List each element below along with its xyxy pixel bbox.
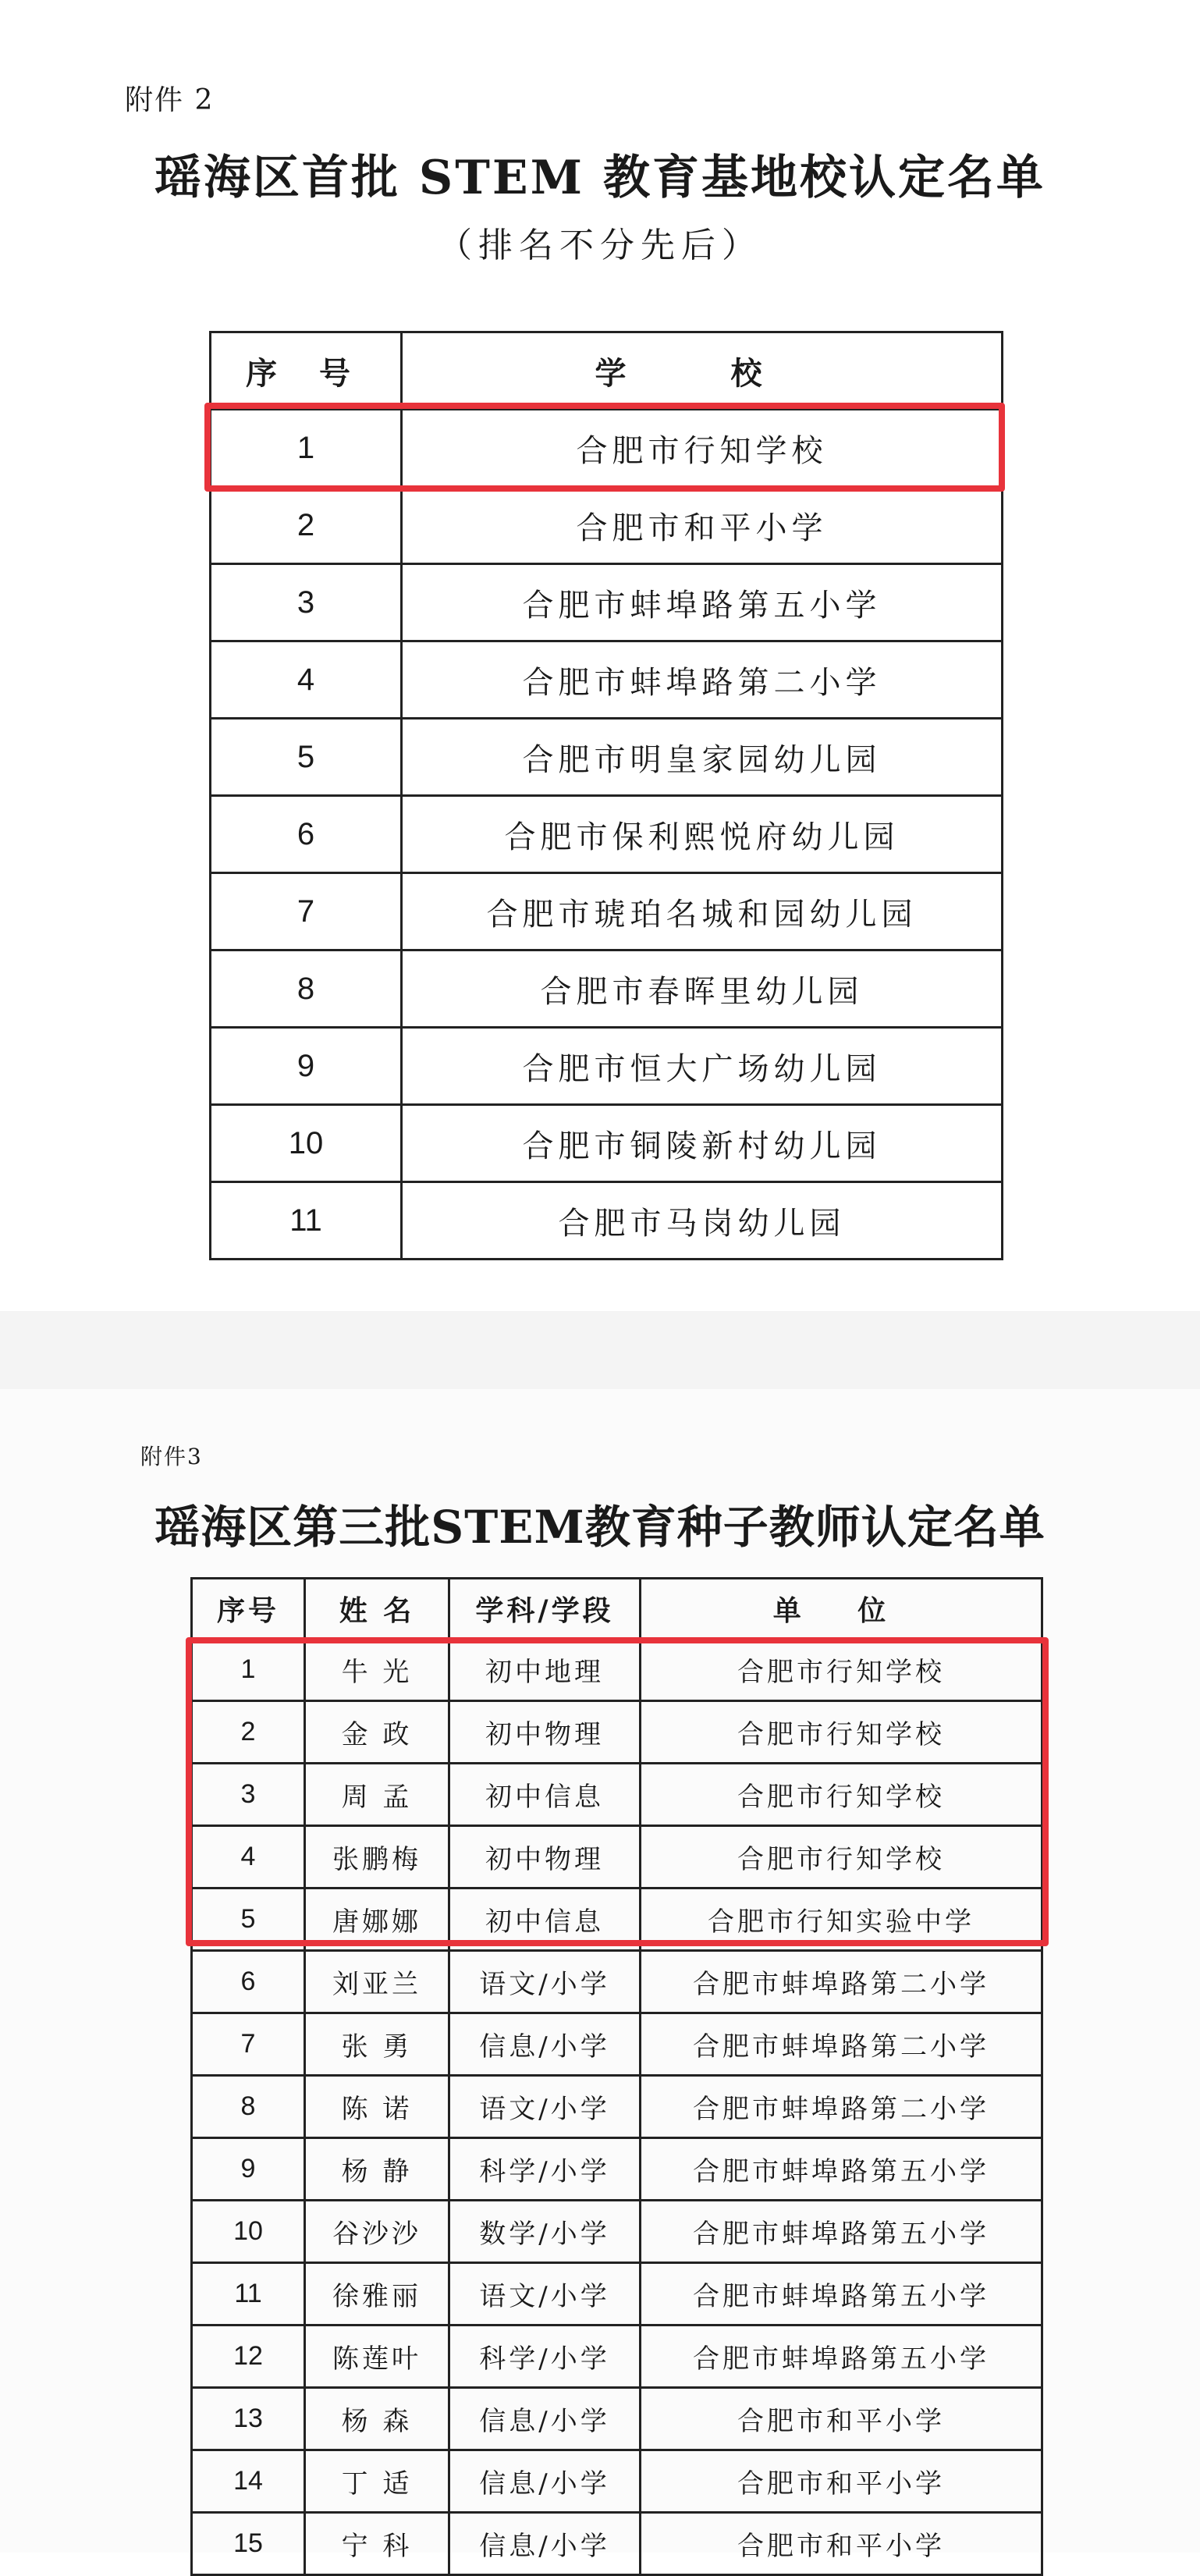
cell-teacher-name: 牛 光 (305, 1639, 449, 1701)
cell-serial-number: 14 (192, 2450, 305, 2513)
cell-teacher-name: 宁 科 (305, 2513, 449, 2575)
table-header-row (192, 1579, 1042, 1639)
table-row (211, 873, 1003, 950)
cell-unit: 合肥市蚌埠路第二小学 (641, 2013, 1042, 2076)
cell-unit: 合肥市蚌埠路第二小学 (641, 1951, 1042, 2013)
table-row (211, 1182, 1003, 1260)
table-row (211, 1105, 1003, 1182)
cell-serial-number: 9 (211, 1028, 402, 1105)
cell-subject: 初中物理 (449, 1826, 641, 1888)
cell-serial-number: 7 (211, 873, 402, 950)
cell-unit: 合肥市和平小学 (641, 2450, 1042, 2513)
cell-unit: 合肥市行知学校 (641, 1764, 1042, 1826)
cell-serial-number: 1 (211, 410, 402, 487)
cell-teacher-name: 周 孟 (305, 1764, 449, 1826)
table-row (192, 1888, 1042, 1951)
table-row (192, 1826, 1042, 1888)
cell-teacher-name: 谷沙沙 (305, 2201, 449, 2263)
cell-serial-number: 10 (211, 1105, 402, 1182)
cell-serial-number: 2 (211, 487, 402, 564)
page-title-base-schools: 瑶海区首批 STEM 教育基地校认定名单 (154, 151, 1046, 205)
table-row (211, 950, 1003, 1028)
cell-subject: 初中信息 (449, 1764, 641, 1826)
cell-subject: 科学/小学 (449, 2138, 641, 2201)
cell-unit: 合肥市蚌埠路第五小学 (641, 2201, 1042, 2263)
cell-unit: 合肥市行知实验中学 (641, 1888, 1042, 1951)
table-row (211, 719, 1003, 796)
cell-serial-number: 10 (192, 2201, 305, 2263)
cell-subject: 信息/小学 (449, 2450, 641, 2513)
cell-unit: 合肥市行知学校 (641, 1826, 1042, 1888)
table-row (192, 2201, 1042, 2263)
cell-serial-number: 3 (192, 1764, 305, 1826)
table-row (192, 2076, 1042, 2138)
cell-serial-number: 15 (192, 2513, 305, 2575)
cell-teacher-name: 陈 诺 (305, 2076, 449, 2138)
cell-school-name: 合肥市和平小学 (402, 487, 1003, 564)
table-row (192, 2450, 1042, 2513)
cell-school-name: 合肥市明皇家园幼儿园 (402, 719, 1003, 796)
cell-serial-number: 8 (211, 950, 402, 1028)
cell-school-name: 合肥市铜陵新村幼儿园 (402, 1105, 1003, 1182)
cell-serial-number: 3 (211, 564, 402, 641)
cell-teacher-name: 陈莲叶 (305, 2326, 449, 2388)
cell-subject: 初中物理 (449, 1701, 641, 1764)
cell-school-name: 合肥市蚌埠路第五小学 (402, 564, 1003, 641)
cell-unit: 合肥市和平小学 (641, 2513, 1042, 2575)
table-row (192, 2513, 1042, 2575)
cell-teacher-name: 刘亚兰 (305, 1951, 449, 2013)
cell-subject: 初中地理 (449, 1639, 641, 1701)
page-title-seed-teachers: 瑶海区第三批STEM教育种子教师认定名单 (154, 1501, 1046, 1554)
cell-teacher-name: 张鹏梅 (305, 1826, 449, 1888)
cell-serial-number: 12 (192, 2326, 305, 2388)
table-row (192, 1951, 1042, 2013)
cell-subject: 信息/小学 (449, 2388, 641, 2450)
cell-unit: 合肥市蚌埠路第五小学 (641, 2263, 1042, 2326)
table-row (192, 2326, 1042, 2388)
cell-unit: 合肥市和平小学 (641, 2388, 1042, 2450)
table-row (192, 2013, 1042, 2076)
cell-serial-number: 6 (192, 1951, 305, 2013)
cell-school-name: 合肥市行知学校 (402, 410, 1003, 487)
cell-serial-number: 5 (192, 1888, 305, 1951)
page-gap (0, 1311, 1200, 1389)
cell-serial-number: 11 (211, 1182, 402, 1260)
cell-school-name: 合肥市蚌埠路第二小学 (402, 641, 1003, 719)
cell-serial-number: 9 (192, 2138, 305, 2201)
table-row (211, 641, 1003, 719)
cell-subject: 信息/小学 (449, 2013, 641, 2076)
seed-teachers-table (190, 1577, 1043, 2576)
cell-school-name: 合肥市恒大广场幼儿园 (402, 1028, 1003, 1105)
annex-label-2: 附件 2 (125, 84, 215, 116)
table-row (211, 796, 1003, 873)
cell-serial-number: 8 (192, 2076, 305, 2138)
table-row (211, 564, 1003, 641)
cell-unit: 合肥市蚌埠路第五小学 (641, 2138, 1042, 2201)
table-row (192, 1639, 1042, 1701)
cell-serial-number: 2 (192, 1701, 305, 1764)
cell-serial-number: 6 (211, 796, 402, 873)
annex-label-3: 附件3 (140, 1444, 203, 1469)
table-row (192, 1764, 1042, 1826)
header-subject: 学科/学段 (449, 1579, 641, 1639)
cell-teacher-name: 徐雅丽 (305, 2263, 449, 2326)
table-row (211, 1028, 1003, 1105)
cell-serial-number: 4 (192, 1826, 305, 1888)
table-row (192, 2388, 1042, 2450)
header-unit: 单 位 (641, 1579, 1042, 1639)
cell-unit: 合肥市行知学校 (641, 1639, 1042, 1701)
cell-school-name: 合肥市琥珀名城和园幼儿园 (402, 873, 1003, 950)
cell-teacher-name: 丁 适 (305, 2450, 449, 2513)
table-row (211, 410, 1003, 487)
cell-subject: 语文/小学 (449, 1951, 641, 2013)
cell-teacher-name: 金 政 (305, 1701, 449, 1764)
header-serial-number: 序 号 (211, 332, 402, 410)
table-header-row (211, 332, 1003, 410)
cell-serial-number: 11 (192, 2263, 305, 2326)
cell-serial-number: 4 (211, 641, 402, 719)
table-row (192, 2263, 1042, 2326)
table-row (192, 2138, 1042, 2201)
cell-unit: 合肥市蚌埠路第二小学 (641, 2076, 1042, 2138)
header-school: 学 校 (402, 332, 1003, 410)
cell-serial-number: 1 (192, 1639, 305, 1701)
cell-subject: 信息/小学 (449, 2513, 641, 2575)
page-subtitle-ranking-note: （排名不分先后） (438, 226, 762, 265)
base-schools-table (209, 331, 1003, 1260)
cell-unit: 合肥市蚌埠路第五小学 (641, 2326, 1042, 2388)
table-row (192, 1701, 1042, 1764)
header-name: 姓 名 (305, 1579, 449, 1639)
table-row (211, 487, 1003, 564)
cell-subject: 科学/小学 (449, 2326, 641, 2388)
cell-subject: 数学/小学 (449, 2201, 641, 2263)
cell-subject: 初中信息 (449, 1888, 641, 1951)
cell-subject: 语文/小学 (449, 2076, 641, 2138)
cell-teacher-name: 杨 森 (305, 2388, 449, 2450)
cell-serial-number: 13 (192, 2388, 305, 2450)
cell-school-name: 合肥市春晖里幼儿园 (402, 950, 1003, 1028)
cell-teacher-name: 张 勇 (305, 2013, 449, 2076)
cell-subject: 语文/小学 (449, 2263, 641, 2326)
cell-teacher-name: 杨 静 (305, 2138, 449, 2201)
cell-teacher-name: 唐娜娜 (305, 1888, 449, 1951)
cell-unit: 合肥市行知学校 (641, 1701, 1042, 1764)
cell-school-name: 合肥市马岗幼儿园 (402, 1182, 1003, 1260)
header-serial-number: 序号 (192, 1579, 305, 1639)
cell-serial-number: 7 (192, 2013, 305, 2076)
cell-serial-number: 5 (211, 719, 402, 796)
cell-school-name: 合肥市保利熙悦府幼儿园 (402, 796, 1003, 873)
